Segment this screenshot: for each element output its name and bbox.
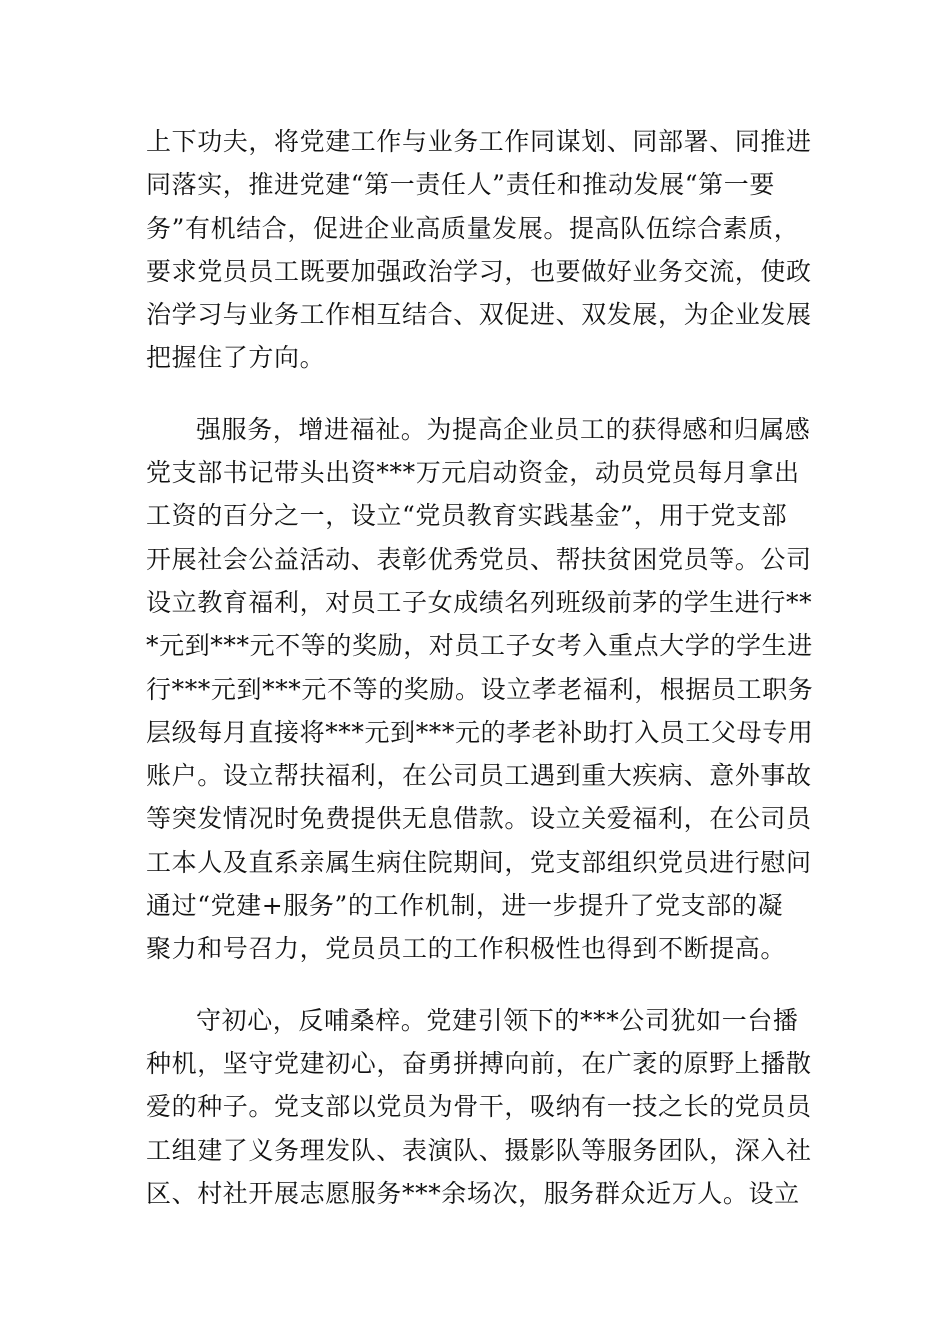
paragraph-2 [146, 408, 816, 971]
text-line: 层级每月直接将***元到***元的孝老补助打入员工父母专用 [146, 717, 814, 747]
document-body [146, 120, 816, 1215]
paragraph-1 [146, 120, 816, 380]
text-line: 设立教育福利，对员工子女成绩名列班级前茅的学生进行** [146, 587, 813, 617]
text-line: 工组建了义务理发队、表演队、摄影队等服务团队，深入社 [146, 1135, 812, 1165]
text-line: 守初心，反哺桑梓。党建引领下的***公司犹如一台播 [196, 1005, 799, 1035]
text-line: 通过“党建+服务”的工作机制，进一步提升了党支部的凝 [146, 891, 784, 921]
paragraph-3 [146, 999, 816, 1215]
text-line: 要求党员员工既要加强政治学习，也要做好业务交流，使政 [146, 256, 812, 286]
text-line: 强服务，增进福祉。为提高企业员工的获得感和归属感 [196, 414, 811, 444]
text-line: 聚力和号召力，党员员工的工作积极性也得到不断提高。 [146, 934, 787, 964]
text-line: 同落实，推进党建“第一责任人”责任和推动发展“第一要 [146, 170, 775, 200]
text-line: 把握住了方向。 [146, 343, 326, 373]
text-line: 工本人及直系亲属生病住院期间，党支部组织党员进行慰问 [146, 847, 812, 877]
paragraph-spacing [146, 971, 816, 999]
text-line: 治学习与业务工作相互结合、双促进、双发展，为企业发展 [146, 300, 812, 330]
text-line: 账户。设立帮扶福利，在公司员工遇到重大疾病、意外事故 [146, 761, 812, 791]
text-line: 爱的种子。党支部以党员为骨干，吸纳有一技之长的党员员 [146, 1092, 812, 1122]
text-line: 党支部书记带头出资***万元启动资金，动员党员每月拿出 [146, 458, 800, 488]
text-line: 区、村社开展志愿服务***余场次，服务群众近万人。设立 [146, 1178, 800, 1208]
paragraph-spacing [146, 380, 816, 408]
text-line: *元到***元不等的奖励，对员工子女考入重点大学的学生进 [146, 631, 813, 661]
text-line: 种机，坚守党建初心，奋勇拼搏向前，在广袤的原野上播散 [146, 1048, 812, 1078]
text-line: 工资的百分之一，设立“党员教育实践基金”，用于党支部 [146, 501, 788, 531]
text-line: 开展社会公益活动、表彰优秀党员、帮扶贫困党员等。公司 [146, 544, 812, 574]
text-line: 务”有机结合，促进企业高质量发展。提高队伍综合素质， [146, 213, 800, 243]
text-line: 等突发情况时免费提供无息借款。设立关爱福利，在公司员 [146, 804, 812, 834]
text-line: 上下功夫，将党建工作与业务工作同谋划、同部署、同推进 [146, 127, 812, 156]
text-line: 行***元到***元不等的奖励。设立孝老福利，根据员工职务 [146, 674, 814, 704]
